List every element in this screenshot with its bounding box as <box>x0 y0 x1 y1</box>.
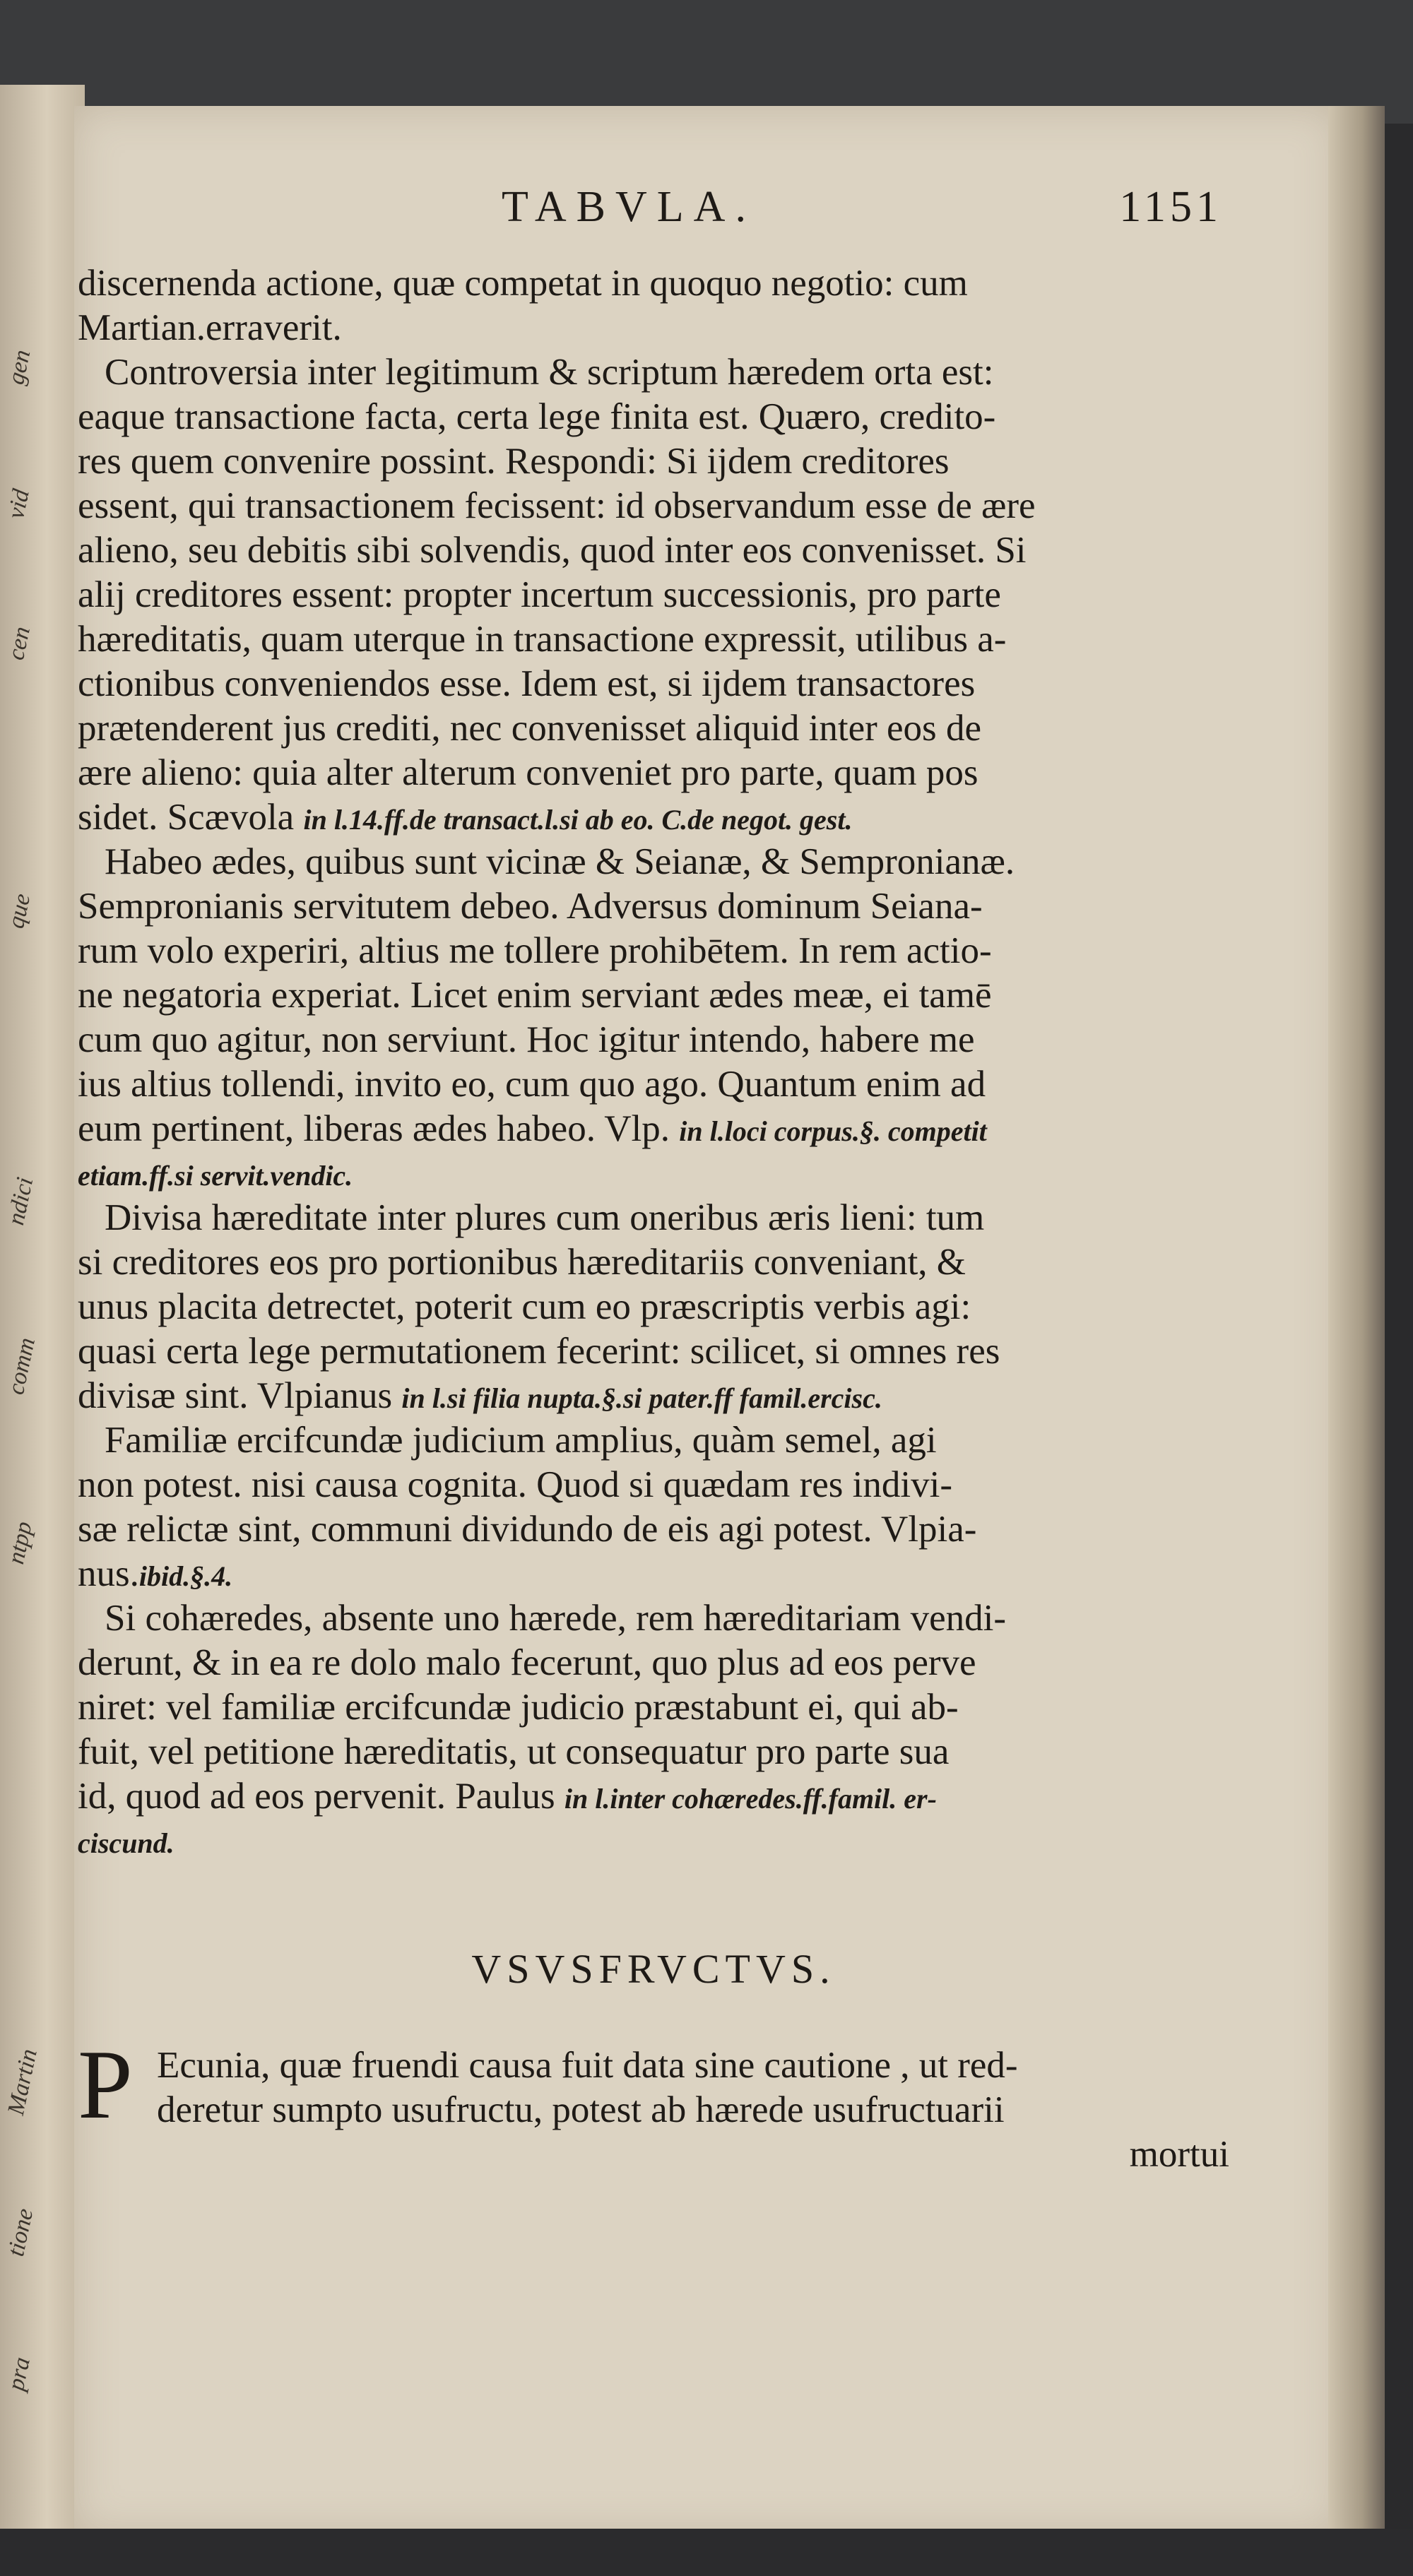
page-number: 1151 <box>1119 183 1222 231</box>
line-text: Ecunia, quæ fruendi causa fuit data sine cautione , ut red- <box>157 2045 1018 2086</box>
line-text: Sempronianis servitutem debeo. Adversus dominum Seiana- <box>78 886 983 927</box>
line-text: prætenderent jus crediti, nec convenisset aliquid inter eos de <box>78 708 981 749</box>
legal-citation: in l.si filia nupta.§.si pater.ff famil.ercisc. <box>401 1382 882 1414</box>
text-line <box>78 1018 1229 1062</box>
facing-page-fragment: comm <box>3 1335 41 1397</box>
text-line <box>78 1685 1229 1730</box>
text-line <box>78 1596 1229 1641</box>
text-line <box>78 662 1229 706</box>
section-heading: VSVSFRVCTVS. <box>471 1946 836 1992</box>
text-line <box>78 1151 1229 1196</box>
line-text: derunt, & in ea re dolo malo fecerunt, quo plus ad eos perve <box>78 1642 976 1683</box>
text-line <box>78 1730 1229 1774</box>
facing-page-fragment: tione <box>3 2206 39 2259</box>
text-line <box>78 1774 1229 1819</box>
text-line <box>78 2088 1229 2132</box>
text-line <box>78 1641 1229 1685</box>
text-line <box>78 528 1229 573</box>
text-line <box>78 1285 1229 1329</box>
line-text: Divisa hæreditate inter plures cum oneribus æris lieni: tum <box>105 1197 985 1238</box>
line-text: quasi certa lege permutationem fecerint: scilicet, si omnes res <box>78 1331 1000 1372</box>
line-text: discernenda actione, quæ competat in quoquo negotio: cum <box>78 263 968 304</box>
facing-page-fragment: Martin <box>3 2046 42 2118</box>
text-line <box>78 395 1229 439</box>
legal-citation: in l.14.ff.de transact.l.si ab eo. C.de negot. gest. <box>303 804 853 836</box>
text-line <box>78 1418 1229 1463</box>
text-line <box>78 617 1229 662</box>
page-text <box>78 261 1229 2177</box>
text-line <box>78 929 1229 973</box>
line-text: ne negatoria experiat. Licet enim serviant ædes meæ, ei tamē <box>78 975 992 1016</box>
line-text: essent, qui transactionem fecissent: id observandum esse de ære <box>78 485 1036 526</box>
line-text: alieno, seu debitis sibi solvendis, quod inter eos convenisset. Si <box>78 530 1027 571</box>
text-line <box>78 350 1229 395</box>
line-text: nus. <box>78 1553 139 1594</box>
line-text: ius altius tollendi, invito eo, cum quo ago. Quantum enim ad <box>78 1064 986 1105</box>
text-line <box>78 1374 1229 1418</box>
text-line <box>78 1329 1229 1374</box>
line-text: Familiæ ercifcundæ judicium amplius, quàm semel, agi <box>105 1420 937 1461</box>
catchword: mortui <box>1129 2134 1229 2175</box>
line-text: cum quo agitur, non serviunt. Hoc igitur intendo, habere me <box>78 1019 975 1060</box>
text-line <box>78 795 1229 840</box>
line-text: Si cohæredes, absente uno hærede, rem hæreditariam vendi- <box>105 1598 1007 1639</box>
facing-page-fragment: ntpp <box>3 1519 37 1567</box>
text-line <box>78 706 1229 751</box>
facing-page-fragment: gen <box>3 347 36 387</box>
line-text: Controversia inter legitimum & scriptum hæredem orta est: <box>105 352 994 393</box>
text-line <box>78 261 1229 306</box>
line-text: deretur sumpto usufructu, potest ab hærede usufructuarii <box>157 2089 1005 2130</box>
legal-citation: ibid.§.4. <box>138 1560 233 1592</box>
text-line <box>78 573 1229 617</box>
line-text: ctionibus conveniendos esse. Idem est, si ijdem transactores <box>78 663 976 704</box>
legal-citation: in l.loci corpus.§. competit <box>679 1115 987 1147</box>
running-title: TABVLA. <box>502 183 756 231</box>
line-text: si creditores eos pro portionibus hæreditariis conveniant, & <box>78 1242 966 1283</box>
facing-page-fragment: vid <box>3 487 35 521</box>
line-text: eaque transactione facta, certa lege finita est. Quæro, credito- <box>78 396 996 437</box>
text-line <box>78 306 1229 350</box>
line-text: sidet. Scævola <box>78 797 304 838</box>
section-paragraph <box>78 2030 1229 2139</box>
line-text: eum pertinent, liberas ædes habeo. Vlp. <box>78 1108 680 1149</box>
legal-citation: in l.inter cohæredes.ff.famil. er- <box>564 1783 937 1815</box>
line-text: unus placita detrectet, poterit cum eo præscriptis verbis agi: <box>78 1286 971 1327</box>
line-text: hæreditatis, quam uterque in transactione expressit, utilibus a- <box>78 619 1007 660</box>
background-top <box>0 0 1413 124</box>
text-line <box>78 1507 1229 1552</box>
legal-citation: ciscund. <box>78 1827 175 1859</box>
text-line <box>78 1463 1229 1507</box>
facing-page-fragment: pra <box>3 2354 36 2393</box>
text-line <box>78 884 1229 929</box>
facing-page-edge <box>0 85 85 2529</box>
text-line <box>78 1196 1229 1240</box>
text-line <box>78 1819 1229 1863</box>
text-line <box>78 1062 1229 1107</box>
page-header <box>78 182 1222 239</box>
line-text: rum volo experiri, altius me tollere prohibētem. In rem actio- <box>78 930 992 971</box>
page-edge-shadow <box>1328 106 1385 2536</box>
facing-page-fragment: que <box>3 891 36 931</box>
text-line <box>78 484 1229 528</box>
line-text: id, quod ad eos pervenit. Paulus <box>78 1776 564 1817</box>
line-text: niret: vel familiæ ercifcundæ judicio præstabunt ei, qui ab- <box>78 1687 959 1728</box>
text-line <box>78 439 1229 484</box>
line-text: sæ relictæ sint, communi dividundo de eis agi potest. Vlpia- <box>78 1509 977 1550</box>
line-text: res quem convenire possint. Respondi: Si ijdem creditores <box>78 441 950 482</box>
background-bottom <box>0 2529 1413 2576</box>
text-line <box>78 973 1229 1018</box>
body-paragraphs <box>78 261 1229 1863</box>
line-text: non potest. nisi causa cognita. Quod si quædam res indivi- <box>78 1464 952 1505</box>
line-text: alij creditores essent: propter incertum successionis, pro parte <box>78 574 1001 615</box>
line-text: divisæ sint. Vlpianus <box>78 1375 402 1416</box>
text-line <box>78 1107 1229 1151</box>
line-text: Habeo ædes, quibus sunt vicinæ & Seianæ, & Sempronianæ. <box>105 841 1015 882</box>
text-line <box>78 1552 1229 1596</box>
text-line <box>78 1240 1229 1285</box>
facing-page-fragment: cen <box>3 624 36 663</box>
drop-cap: P <box>78 2030 133 2139</box>
line-text: Martian.erraverit. <box>78 307 342 348</box>
facing-page-fragment: ndici <box>3 1175 39 1228</box>
text-line <box>78 751 1229 795</box>
legal-citation: etiam.ff.si servit.vendic. <box>78 1160 353 1192</box>
line-text: fuit, vel petitione hæreditatis, ut consequatur pro parte sua <box>78 1731 950 1772</box>
text-line <box>78 840 1229 884</box>
line-text: ære alieno: quia alter alterum conveniet pro parte, quam pos <box>78 752 979 793</box>
